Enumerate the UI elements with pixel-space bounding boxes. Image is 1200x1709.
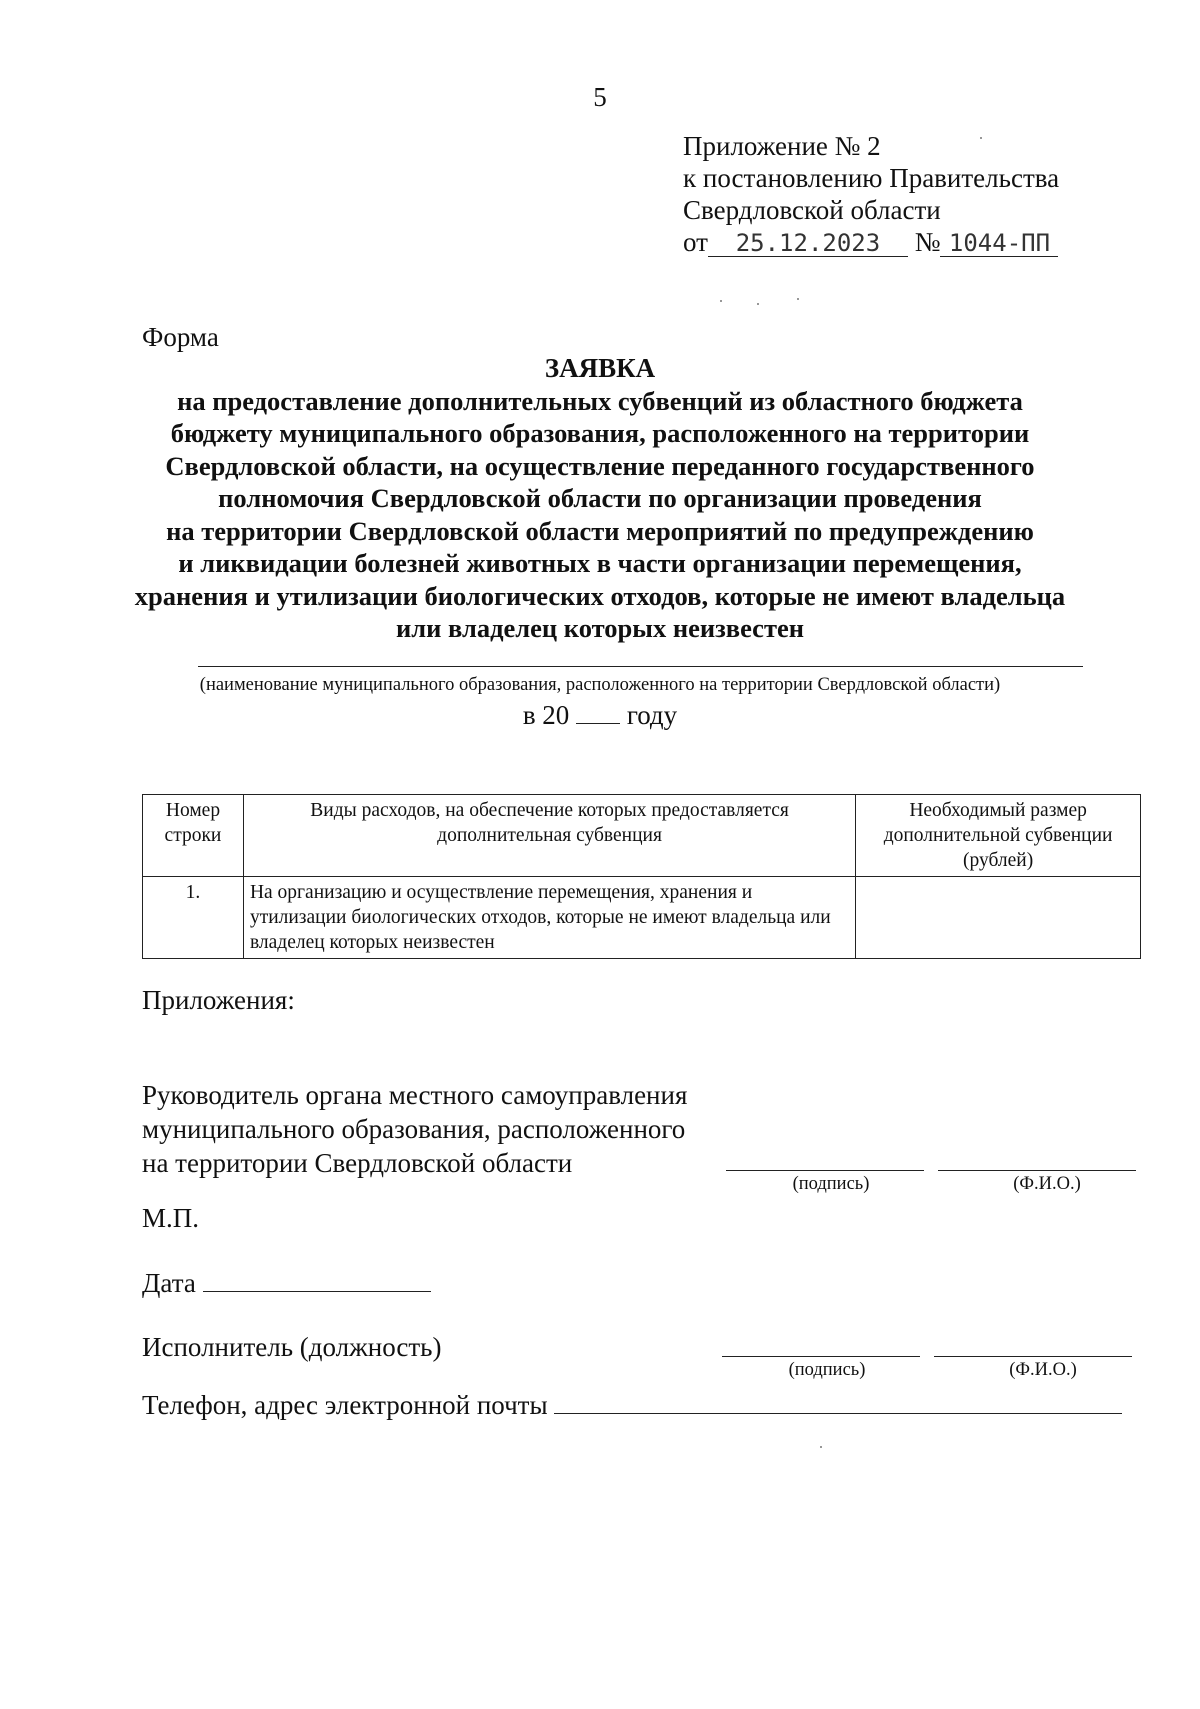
column-header-amount: Необходимый размер дополнительной субвенции (рублей) — [856, 795, 1141, 877]
form-label: Форма — [142, 322, 219, 352]
executor-signature-field[interactable] — [722, 1356, 920, 1357]
year-field[interactable] — [576, 703, 620, 724]
title-line: бюджету муниципального образования, расположенного на территории — [170, 418, 1030, 448]
appendix-block — [683, 130, 1059, 258]
year-line — [0, 700, 1200, 731]
attachments-label: Приложения: — [142, 985, 295, 1015]
head-signature-label — [142, 1078, 687, 1180]
date-row — [142, 1268, 431, 1299]
title-main: ЗАЯВКА — [544, 353, 656, 383]
scan-speck — [720, 300, 722, 302]
scan-speck — [797, 298, 799, 300]
subvention-table — [142, 794, 1141, 959]
municipality-caption: (наименование муниципального образования, расположенного на территории Свердловской области) — [199, 675, 1001, 695]
appendix-line-3: Свердловской области — [683, 195, 941, 225]
head-name-field[interactable] — [938, 1170, 1136, 1171]
column-header-row-number: Номер строки — [143, 795, 244, 877]
table-row — [143, 877, 1141, 959]
head-signature-field[interactable] — [726, 1170, 924, 1171]
title-line: хранения и утилизации биологических отходов, которые не имеют владельца — [134, 580, 1066, 611]
document-title — [120, 352, 1080, 645]
head-line-1: Руководитель органа местного самоуправления — [142, 1080, 688, 1110]
column-header-expense-type: Виды расходов, на обеспечение которых предоставляется дополнительная субвенция — [243, 795, 855, 877]
decree-number: 1044-ПП — [940, 230, 1058, 257]
scan-speck — [820, 1446, 822, 1448]
row-number-cell: 1. — [143, 877, 244, 959]
title-line: Свердловской области, на осуществление переданного государственного — [165, 450, 1035, 481]
executor-name-field[interactable] — [934, 1356, 1132, 1357]
year-suffix: году — [626, 700, 678, 730]
appendix-date-number-row — [683, 226, 1059, 258]
contact-row — [142, 1390, 1122, 1421]
title-line: или владелец которых неизвестен — [396, 613, 804, 643]
contact-field[interactable] — [554, 1391, 1122, 1414]
year-prefix: в 20 — [522, 700, 570, 730]
contact-label: Телефон, адрес электронной почты — [142, 1390, 548, 1420]
date-field[interactable] — [203, 1269, 431, 1292]
title-line: полномочия Свердловской области по организации проведения — [218, 483, 982, 513]
municipality-name-field[interactable] — [198, 666, 1083, 667]
scan-speck — [757, 303, 759, 305]
date-prefix: от — [683, 227, 708, 257]
appendix-line-2: к постановлению Правительства — [683, 163, 1060, 193]
expense-type-cell: На организацию и осуществление перемещения, хранения и утилизации биологических отходов, которые не имеют владельца или владелец которых неизвестен — [243, 877, 855, 959]
appendix-line-1: Приложение № 2 — [683, 131, 881, 161]
date-label: Дата — [142, 1268, 196, 1298]
page-number: 5 — [593, 82, 607, 112]
head-line-3: на территории Свердловской области — [142, 1148, 573, 1178]
decree-date: 25.12.2023 — [708, 230, 908, 257]
number-prefix: № — [914, 227, 941, 257]
head-name-caption: (Ф.И.О.) — [1013, 1174, 1081, 1194]
title-line: на территории Свердловской области мероприятий по предупреждению — [166, 515, 1034, 546]
head-line-2: муниципального образования, расположенного — [142, 1114, 686, 1144]
executor-signature-caption: (подпись) — [788, 1360, 866, 1380]
executor-name-caption: (Ф.И.О.) — [1009, 1360, 1077, 1380]
amount-cell[interactable] — [856, 877, 1141, 959]
table-header-row — [143, 795, 1141, 877]
title-line: и ликвидации болезней животных в части организации перемещения, — [178, 548, 1022, 578]
head-signature-caption: (подпись) — [792, 1174, 870, 1194]
executor-label: Исполнитель (должность) — [142, 1332, 442, 1362]
stamp-label: М.П. — [142, 1203, 200, 1233]
scan-speck — [980, 137, 982, 139]
title-line: на предоставление дополнительных субвенций из областного бюджета — [177, 385, 1023, 416]
